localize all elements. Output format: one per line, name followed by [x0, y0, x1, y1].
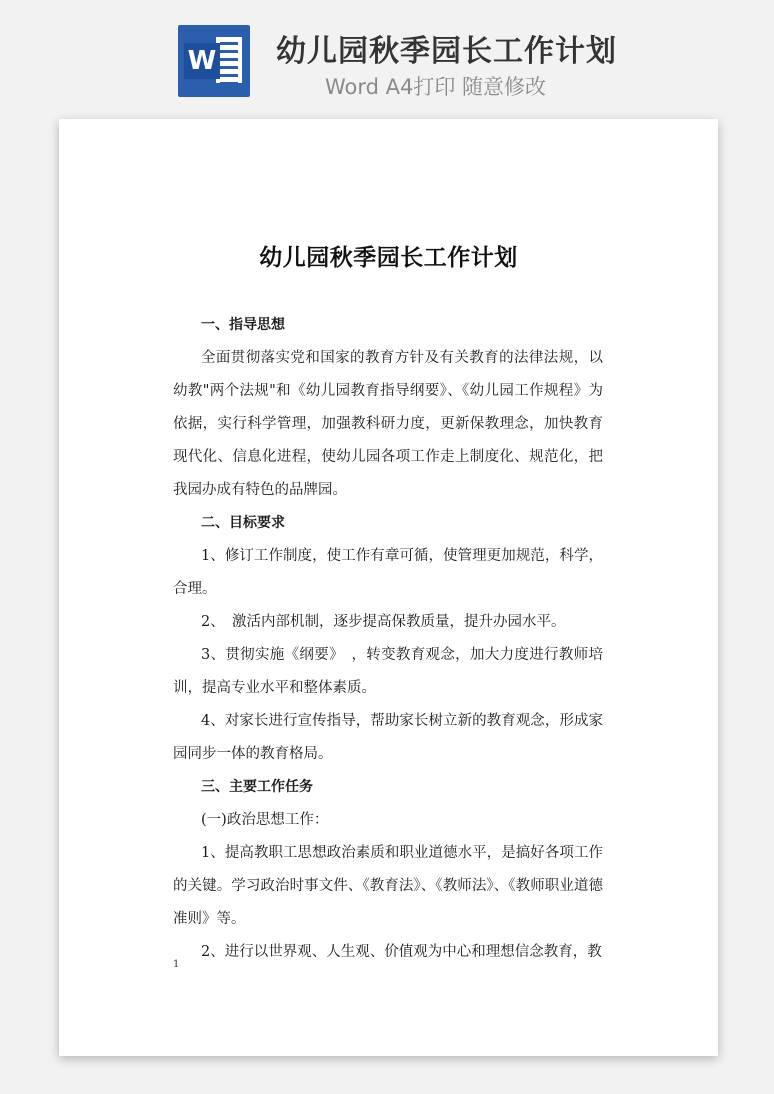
document-body: [173, 309, 603, 969]
preview-header: [0, 0, 774, 118]
header-title: 幼儿园秋季园长工作计划: [276, 34, 617, 69]
body-paragraph: 全面贯彻落实党和国家的教育方针及有关教育的法律法规，以幼教"两个法规"和《幼儿园教育指导纲要》、《幼儿园工作规程》为依据，实行科学管理，加强教科研力度，更新保教理念，加快教育现代化、信息化进程，使幼儿园各项工作走上制度化、规范化，把我园办成有特色的品牌园。: [173, 350, 603, 498]
word-icon: [178, 25, 250, 97]
body-paragraph: 2、 激活内部机制，逐步提高保教质量，提升办园水平。: [201, 614, 566, 630]
body-paragraph: 1、修订工作制度，使工作有章可循，使管理更加规范，科学，合理。: [173, 548, 603, 597]
body-paragraph: 1、提高教职工思想政治素质和职业道德水平，是搞好各项工作的关键。学习政治时事文件、《教育法》、《教师法》、《教师职业道德准则》等。: [173, 845, 603, 927]
word-letter-mark: W: [184, 43, 220, 79]
section-heading: 一、指导思想: [201, 317, 285, 333]
section-heading: 三、主要工作任务: [201, 779, 313, 795]
header-subtitle: Word A4打印 随意修改: [325, 75, 547, 99]
section-heading: 二、目标要求: [201, 515, 285, 531]
page-number: 1: [173, 959, 180, 970]
body-paragraph: 3、贯彻实施《纲要》 ，转变教育观念，加大力度进行教师培训，提高专业水平和整体素质。: [173, 647, 603, 696]
body-paragraph: 2、进行以世界观、人生观、价值观为中心和理想信念教育，教: [201, 944, 602, 960]
body-paragraph: (一)政治思想工作：: [201, 812, 329, 828]
body-paragraph: 4、对家长进行宣传指导，帮助家长树立新的教育观念，形成家园同步一体的教育格局。: [173, 713, 603, 762]
document-title: 幼儿园秋季园长工作计划: [259, 245, 518, 271]
document-page: [59, 119, 718, 1056]
